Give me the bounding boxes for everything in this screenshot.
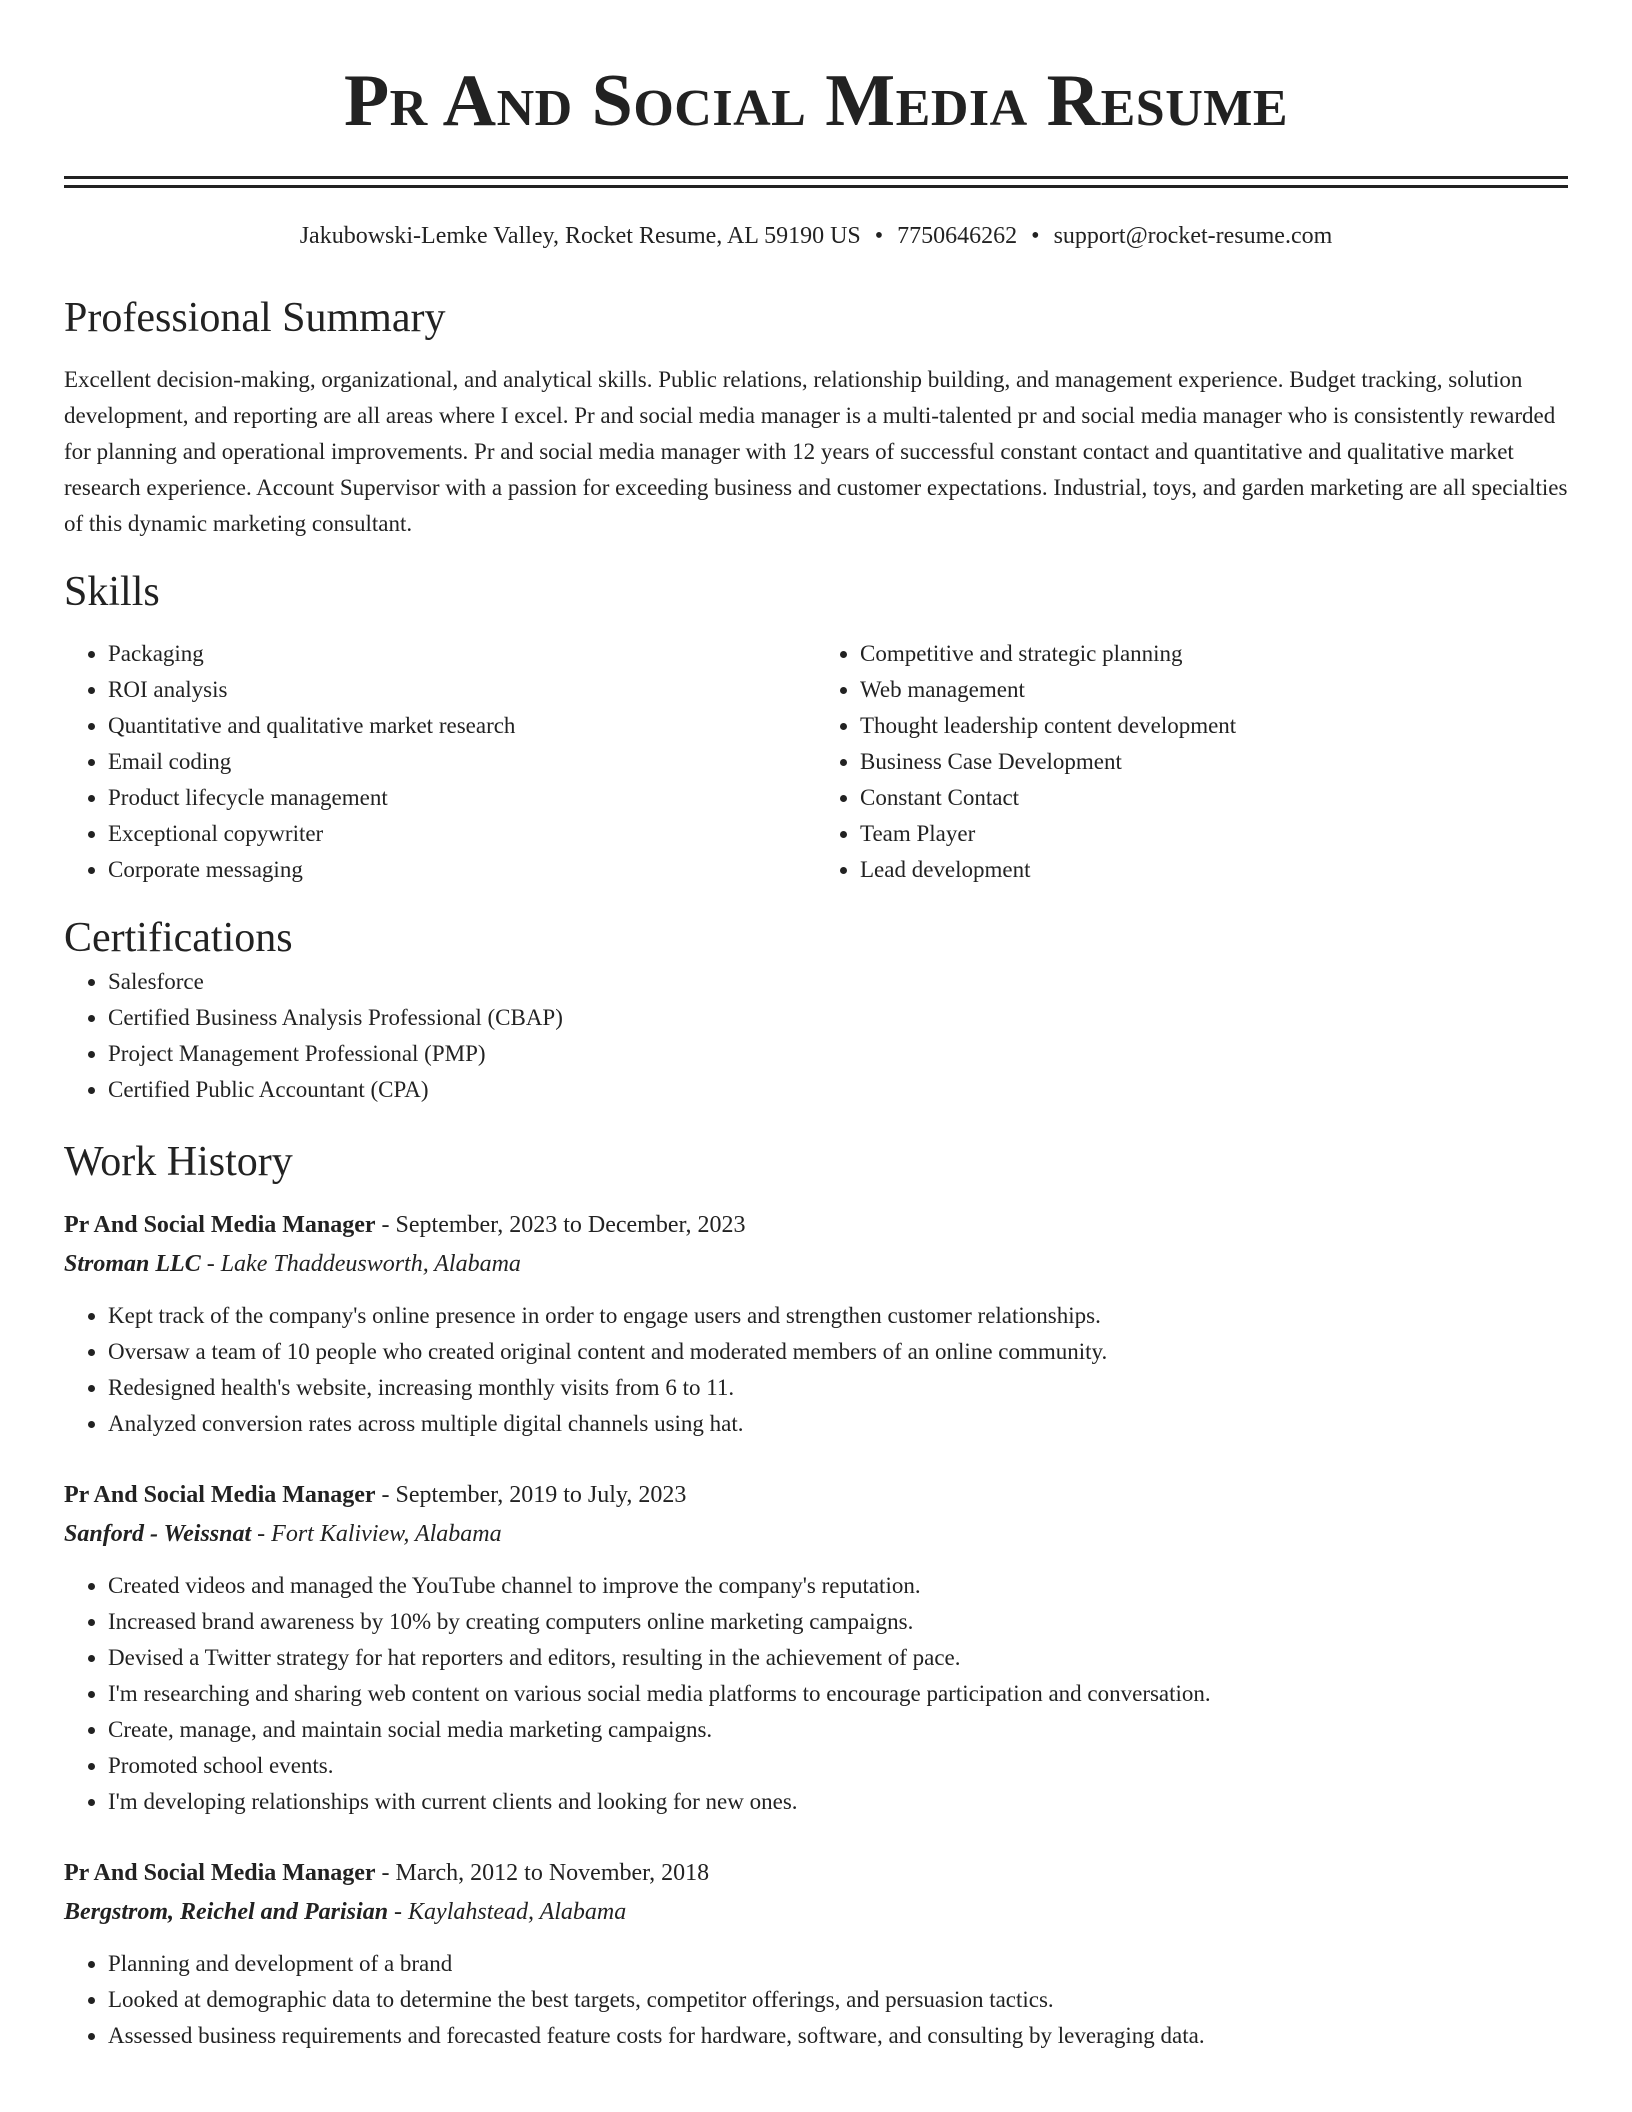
job-company: Bergstrom, Reichel and Parisian [64,1899,389,1925]
job-bullet: • Oversaw a team of 10 people who created original content and moderated members of an online community. [108,1334,1568,1370]
skill-item: • Competitive and strategic planning [860,636,1568,672]
contact-separator: • [1031,223,1040,249]
job-dates: - September, 2019 to July, 2023 [375,1482,687,1508]
job-bullet: • Analyzed conversion rates across multiple digital channels using hat. [108,1406,1568,1442]
job-bullet: • I'm researching and sharing web content on various social media platforms to encourage participation and conversation. [108,1676,1568,1712]
skill-item: • Team Player [860,816,1568,852]
section-title-summary: Professional Summary [64,295,446,341]
job-heading [64,1206,1568,1244]
job-employer [64,1892,1568,1932]
job-bullet: • Devised a Twitter strategy for hat reporters and editors, resulting in the achievement of pace. [108,1640,1568,1676]
job-bullet: • Planning and development of a brand [108,1946,1568,1982]
job-bullet: • Assessed business requirements and forecasted feature costs for hardware, software, and consulting by leveraging data. [108,2018,1568,2054]
title-divider [64,176,1568,188]
job-bullet: • Created videos and managed the YouTube channel to improve the company's reputation. [108,1568,1568,1604]
skill-item: • Email coding [108,744,816,780]
skill-item: • Lead development [860,852,1568,888]
job-bullets [64,1568,1568,1820]
contact-line [64,220,1568,252]
skill-item: • Constant Contact [860,780,1568,816]
contact-email: support@rocket-resume.com [1053,223,1333,249]
contact-phone: 7750646262 [897,223,1018,249]
skill-item: • Quantitative and qualitative market research [108,708,816,744]
job-dates: - September, 2023 to December, 2023 [375,1212,746,1238]
job-heading [64,1854,1568,1892]
job-company: Stroman LLC [64,1251,201,1277]
skill-item: • Business Case Development [860,744,1568,780]
job-employer [64,1244,1568,1284]
section-title-skills: Skills [64,569,160,615]
skill-item: • Product lifecycle management [108,780,816,816]
job-company: Sanford - Weissnat [64,1521,252,1547]
skills-column-left [64,636,816,888]
job-bullet: • Promoted school events. [108,1748,1568,1784]
job-bullet: • Looked at demographic data to determine the best targets, competitor offerings, and persuasion tactics. [108,1982,1568,2018]
skill-item: • Thought leadership content development [860,708,1568,744]
skill-item: • Corporate messaging [108,852,816,888]
section-title-certifications: Certifications [64,915,293,961]
job-location: - Lake Thaddeusworth, Alabama [200,1251,521,1277]
job-entry [64,1206,1568,1442]
job-bullet: • Increased brand awareness by 10% by creating computers online marketing campaigns. [108,1604,1568,1640]
job-role: Pr And Social Media Manager [64,1860,376,1886]
skill-item: • ROI analysis [108,672,816,708]
skill-item: • Packaging [108,636,816,672]
job-location: - Kaylahstead, Alabama [388,1899,627,1925]
certifications-list [64,964,1568,1108]
job-location: - Fort Kaliview, Alabama [251,1521,502,1547]
job-bullet: • Redesigned health's website, increasing monthly visits from 6 to 11. [108,1370,1568,1406]
job-role: Pr And Social Media Manager [64,1212,376,1238]
resume-title: Pr And Social Media Resume [343,60,1289,142]
skill-item: • Exceptional copywriter [108,816,816,852]
certification-item: • Certified Public Accountant (CPA) [108,1072,1568,1108]
job-entry [64,1854,1568,2054]
job-bullet: • I'm developing relationships with current clients and looking for new ones. [108,1784,1568,1820]
job-employer [64,1514,1568,1554]
job-bullet: • Create, manage, and maintain social media marketing campaigns. [108,1712,1568,1748]
certification-item: • Certified Business Analysis Professional (CBAP) [108,1000,1568,1036]
certification-item: • Project Management Professional (PMP) [108,1036,1568,1072]
skills-column-right [816,636,1568,888]
skills-list [64,636,1568,888]
job-role: Pr And Social Media Manager [64,1482,376,1508]
job-entry [64,1476,1568,1820]
summary-text: Excellent decision-making, organizational, and analytical skills. Public relations, relationship building, and management experience. Budget tracking, solution development, and reporting are all areas where I excel. Pr and social media manager is a multi-talented pr and social media manager who is consistently rewarded for planning and operational improvements. Pr and social media manager with 12 years of successful constant contact and quantitative and qualitative market research experience. Account Supervisor with a passion for exceeding business and customer expectations. Industrial, toys, and garden marketing are all specialties of this dynamic marketing consultant. [64,367,1568,536]
contact-separator: • [874,223,884,249]
job-heading [64,1476,1568,1514]
certification-item: • Salesforce [108,964,1568,1000]
job-bullet: • Kept track of the company's online presence in order to engage users and strengthen customer relationships. [108,1298,1568,1334]
job-bullets [64,1946,1568,2054]
job-bullets [64,1298,1568,1442]
skill-item: • Web management [860,672,1568,708]
job-dates: - March, 2012 to November, 2018 [375,1860,710,1886]
section-title-work-history: Work History [64,1139,293,1185]
contact-address: Jakubowski-Lemke Valley, Rocket Resume, AL 59190 US [299,223,861,249]
